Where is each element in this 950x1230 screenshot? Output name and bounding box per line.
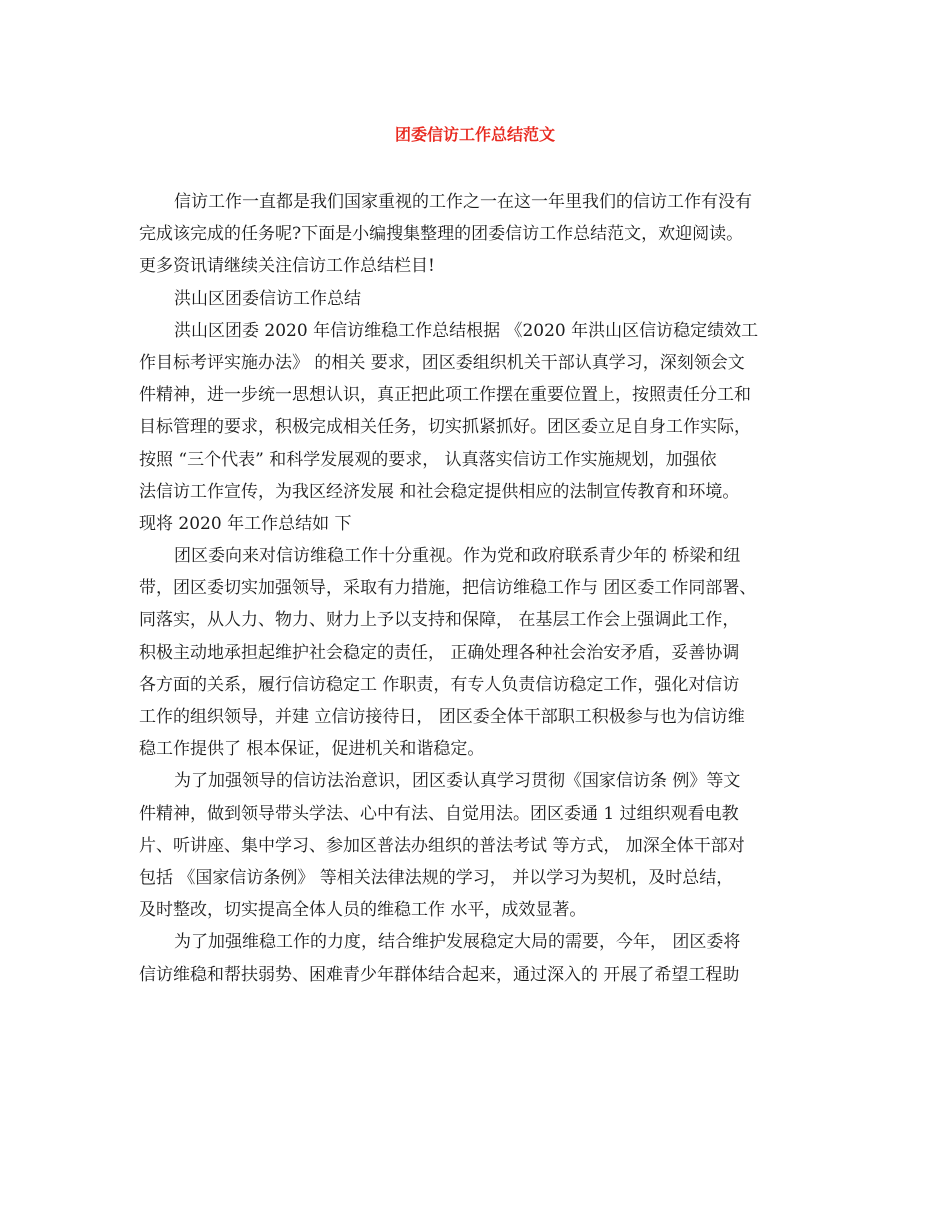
text-line: 信访工作一直都是我们国家重视的工作之一在这一年里我们的信访工作有没有 — [174, 192, 752, 212]
document-title: 团委信访工作总结范文 — [394, 125, 555, 144]
text-line: 件精神，进一步统一思想认识，真正把此项工作摆在重要位置上，按照责任分工和 — [139, 385, 751, 406]
text-line: 为了加强维稳工作的力度，结合维护发展稳定大局的需要，今年， 团区委将 — [174, 932, 741, 953]
text-line: 带，团区委切实加强领导，采取有力措施，把信访维稳工作与 团区委工作同部署、 — [139, 578, 757, 599]
text-line: 信访维稳和帮扶弱势、困难青少年群体结合起来，通过深入的 开展了希望工程助 — [139, 964, 740, 985]
text-line: 更多资讯请继续关注信访工作总结栏目! — [139, 256, 435, 277]
text-line: 工作的组织领导，并建 立信访接待日， 团区委全体干部职工积极参与也为信访维 — [139, 707, 745, 727]
text-line: 稳工作提供了 根本保证，促进机关和谐稳定。 — [139, 739, 485, 760]
text-line: 同落实，从人力、物力、财力上予以支持和保障， 在基层工作会上强调此工作， — [139, 610, 740, 631]
text-line: 按照 “三个代表” 和科学发展观的要求， 认真落实信访工作实施规划，加强依 — [139, 449, 717, 470]
text-line: 积极主动地承担起维护社会稳定的责任， 正确处理各种社会治安矛盾，妥善协调 — [139, 642, 740, 663]
text-line: 件精神，做到领导带头学法、心中有法、自觉用法。团区委通 1 过组织观看电教 — [139, 803, 739, 824]
text-line: 洪山区团委信访工作总结 — [174, 288, 361, 309]
text-line: 团区委向来对信访维稳工作十分重视。作为党和政府联系青少年的 桥梁和纽 — [174, 546, 741, 567]
document-body — [139, 186, 829, 991]
text-line: 片、听讲座、集中学习、参加区普法办组织的普法考试 等方式， 加深全体干部对 — [139, 835, 745, 856]
text-line: 各方面的关系，履行信访稳定工 作职责，有专人负责信访稳定工作，强化对信访 — [139, 674, 740, 695]
text-line: 目标管理的要求，积极完成相关任务，切实抓紧抓好。团区委立足自身工作实际， — [139, 417, 751, 438]
text-line: 为了加强领导的信访法治意识，团区委认真学习贯彻《国家信访条 例》等文 — [174, 771, 741, 792]
text-line: 洪山区团委 2020 年信访维稳工作总结根据 《2020 年洪山区信访稳定绩效工 — [174, 320, 759, 341]
text-line: 作目标考评实施办法》 的相关 要求，团区委组织机关干部认真学习，深刻领会文 — [139, 352, 745, 373]
text-line: 及时整改，切实提高全体人员的维稳工作 水平，成效显著。 — [139, 900, 587, 921]
text-line: 完成该完成的任务呢?下面是小编搜集整理的团委信访工作总结范文，欢迎阅读。 — [139, 224, 744, 245]
text-line: 现将 2020 年工作总结如 下 — [139, 513, 352, 534]
text-line: 包括 《国家信访条例》 等相关法律法规的学习， 并以学习为契机，及时总结， — [139, 867, 734, 888]
text-line: 法信访工作宣传，为我区经济发展 和社会稳定提供相应的法制宣传教育和环境。 — [139, 481, 740, 502]
